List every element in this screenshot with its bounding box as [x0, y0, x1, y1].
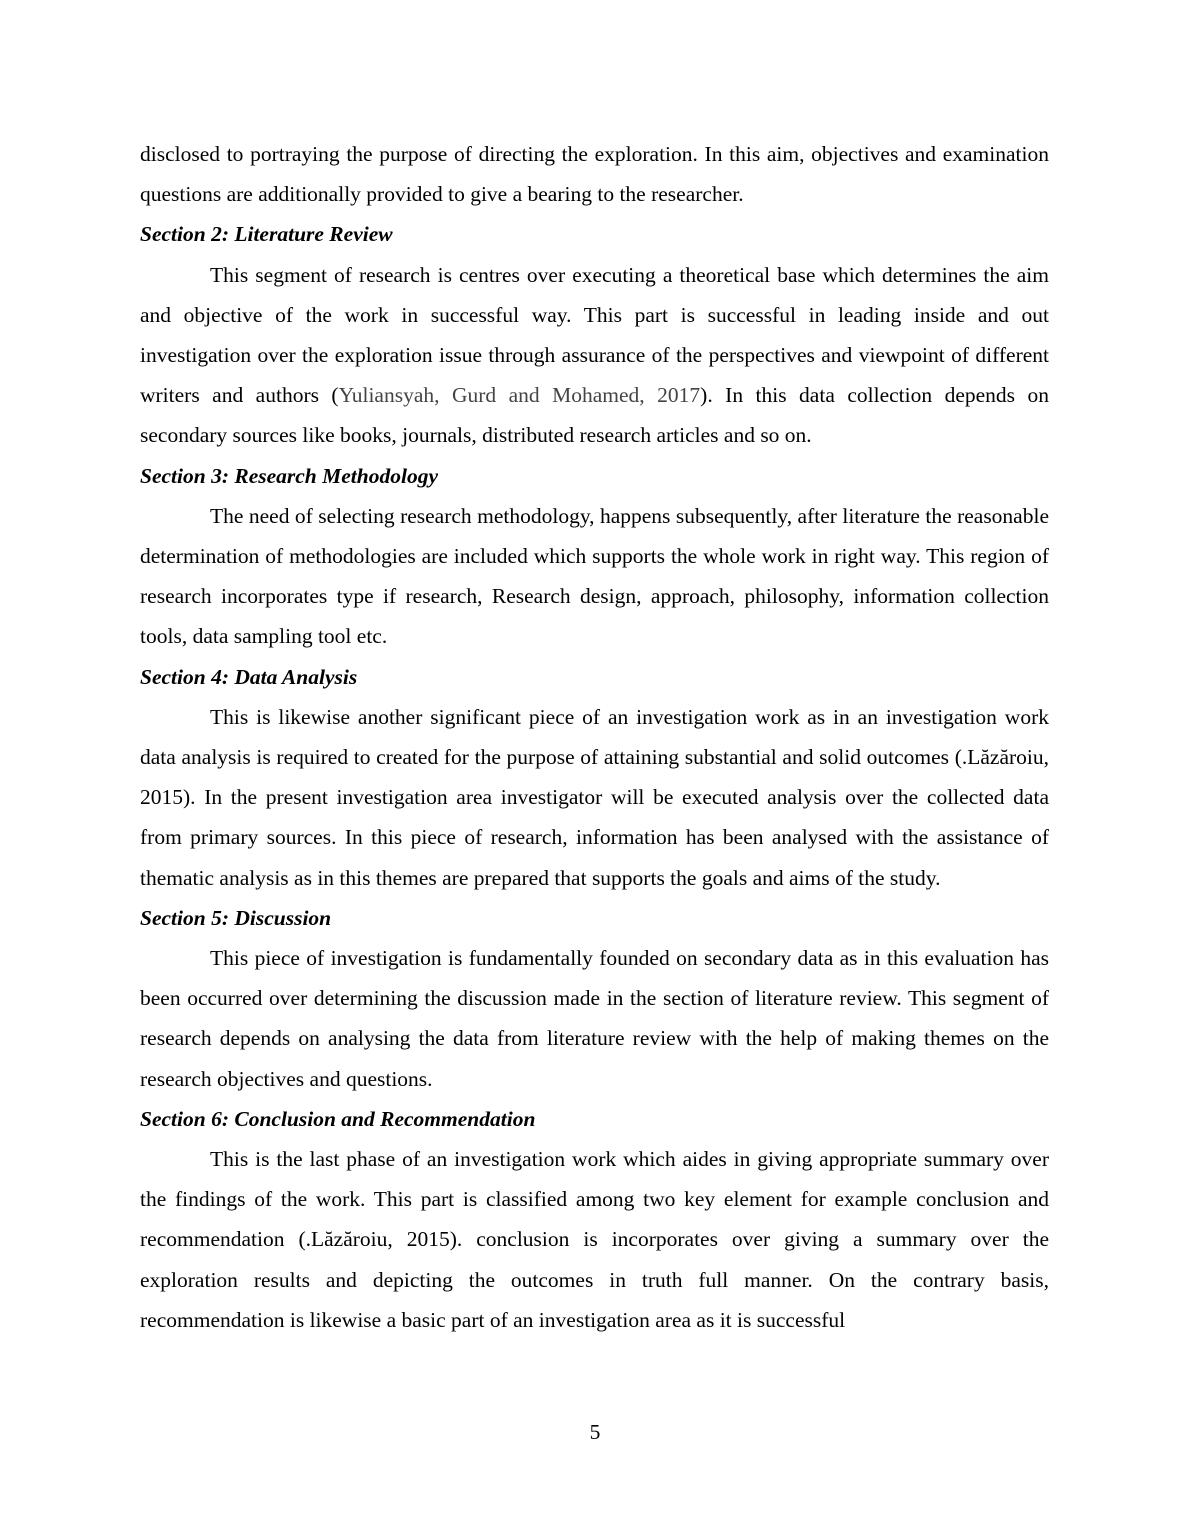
page-content [140, 134, 1049, 1340]
intro-paragraph: disclosed to portraying the purpose of directing the exploration. In this aim, objectives and examination questions are additionally provided to give a bearing to the researcher. [140, 142, 1049, 207]
section-heading-discussion: Section 5: Discussion [140, 905, 332, 930]
section-heading-literature-review: Section 2: Literature Review [140, 222, 393, 247]
section-body-discussion: This piece of investigation is fundamentally founded on secondary data as in this evaluation has been occurred over determining the discussion made in the section of literature review. This segment of research depends on analysing the data from literature review with the help of making themes on the research objectives and questions. [140, 946, 1049, 1091]
section-body-literature-review [140, 255, 1049, 456]
section-heading-conclusion: Section 6: Conclusion and Recommendation [140, 1106, 536, 1131]
section-heading-data-analysis: Section 4: Data Analysis [140, 664, 358, 689]
citation: Yuliansyah, Gurd and Mohamed, 2017 [338, 383, 701, 408]
section-body-research-methodology: The need of selecting research methodology, happens subsequently, after literature the reasonable determination of methodologies are included which supports the whole work in right way. This region of research incorporates type if research, Research design, approach, philosophy, information collection tools, data sampling tool etc. [140, 503, 1049, 649]
section-heading-research-methodology: Section 3: Research Methodology [140, 463, 438, 488]
page-number: 5 [589, 1420, 601, 1444]
body-text: ). In this data collection depends on secondary sources like books, journals, distributed research articles and so on. [140, 383, 1049, 448]
section-body-data-analysis: This is likewise another significant piece of an investigation work as in an investigation work data analysis is required to created for the purpose of attaining substantial and solid outcomes (.Lăzăroiu, 2015). In the present investigation area investigator will be executed analysis over the collected data from primary sources. In this piece of research, information has been analysed with the assistance of thematic analysis as in this themes are prepared that supports the goals and aims of the study. [140, 704, 1049, 890]
body-text: This segment of research is centres over executing a theoretical base which determines the aim and objective of the work in successful way. This part is successful in leading inside and out investigation over the exploration issue through assurance of the perspectives and viewpoint of different writers and authors ( [140, 262, 1049, 408]
section-body-conclusion: This is the last phase of an investigation work which aides in giving appropriate summary over the findings of the work. This part is classified among two key element for example conclusion and recommendation (.Lăzăroiu, 2015). conclusion is incorporates over giving a summary over the exploration results and depicting the outcomes in truth full manner. On the contrary basis, recommendation is likewise a basic part of an investigation area as it is successful [140, 1147, 1049, 1332]
